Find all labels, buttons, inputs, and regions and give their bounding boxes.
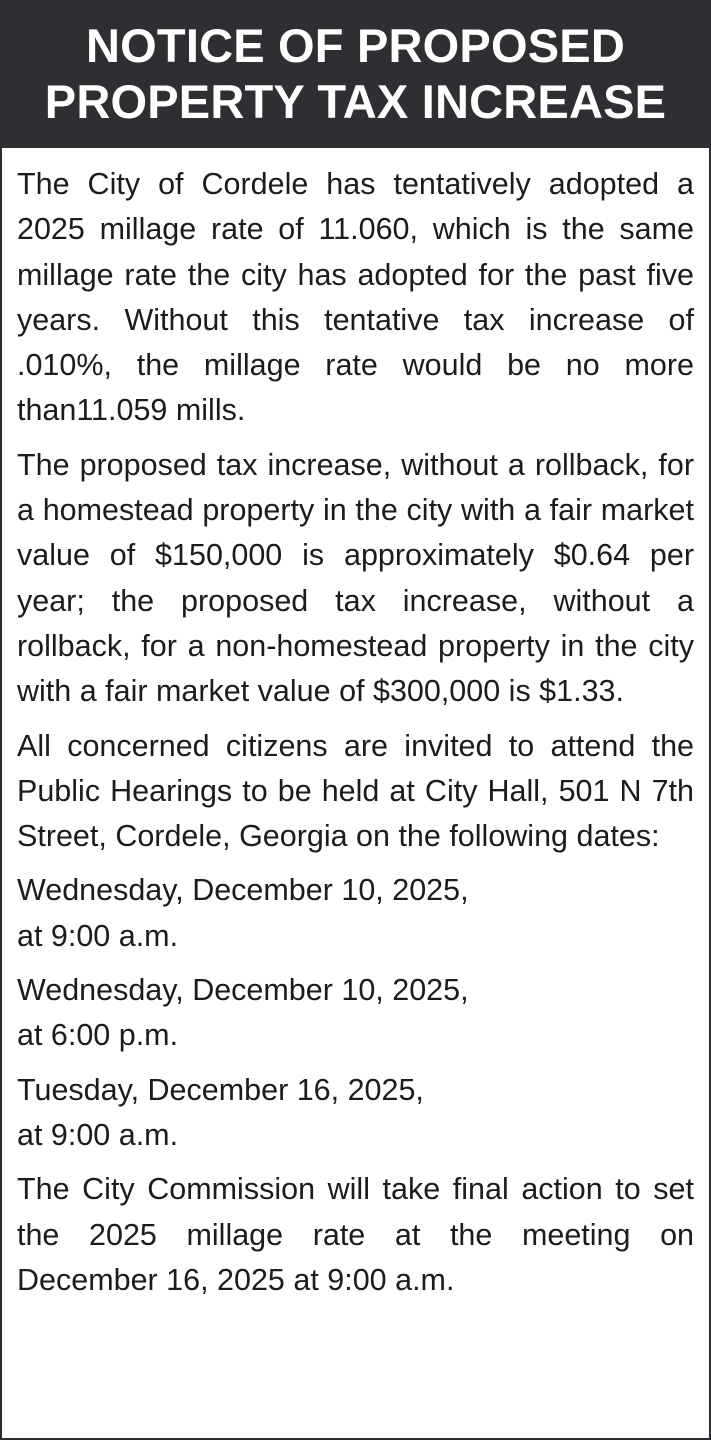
notice-title-line-2: PROPERTY TAX INCREASE	[44, 75, 667, 128]
final-action-paragraph: The City Commission will take final action to set the 2025 millage rate at the meeting on December 16, 2025 at 9:00 a.m.	[17, 1172, 694, 1297]
hearing-date-3-day: Tuesday, December 16, 2025,	[17, 1072, 424, 1107]
hearings-invitation-paragraph: All concerned citizens are invited to attend the Public Hearings to be held at City Hall, 501 N 7th Street, Cordele, Georgia on the following dates:	[17, 728, 694, 854]
hearing-date-2	[17, 968, 694, 1059]
notice-body	[2, 148, 709, 1303]
hearing-date-1-time: at 9:00 a.m.	[17, 918, 179, 953]
hearing-date-2-day: Wednesday, December 10, 2025,	[17, 973, 469, 1008]
hearing-date-3-time: at 9:00 a.m.	[17, 1117, 179, 1152]
hearing-date-2-time: at 6:00 p.m.	[17, 1018, 179, 1053]
hearing-date-3	[17, 1068, 694, 1159]
notice-title-line-1: NOTICE OF PROPOSED	[86, 19, 625, 72]
notice-header	[0, 0, 711, 148]
millage-rate-paragraph: The City of Cordele has tentatively adopted a 2025 millage rate of 11.060, which is the same millage rate the city has adopted for the past five years. Without this tentative tax increase of .010%, the millage rate would be no more than11.059 mills.	[17, 167, 694, 428]
hearing-date-1-day: Wednesday, December 10, 2025,	[17, 873, 469, 908]
hearing-date-1	[17, 868, 694, 959]
tax-impact-paragraph: The proposed tax increase, without a rollback, for a homestead property in the city with a fair market value of $150,000 is approximately $0.64 per year; the proposed tax increase, without a rollback, for a non-homestead property in the city with a fair market value of $300,000 is $1.33.	[17, 447, 694, 709]
